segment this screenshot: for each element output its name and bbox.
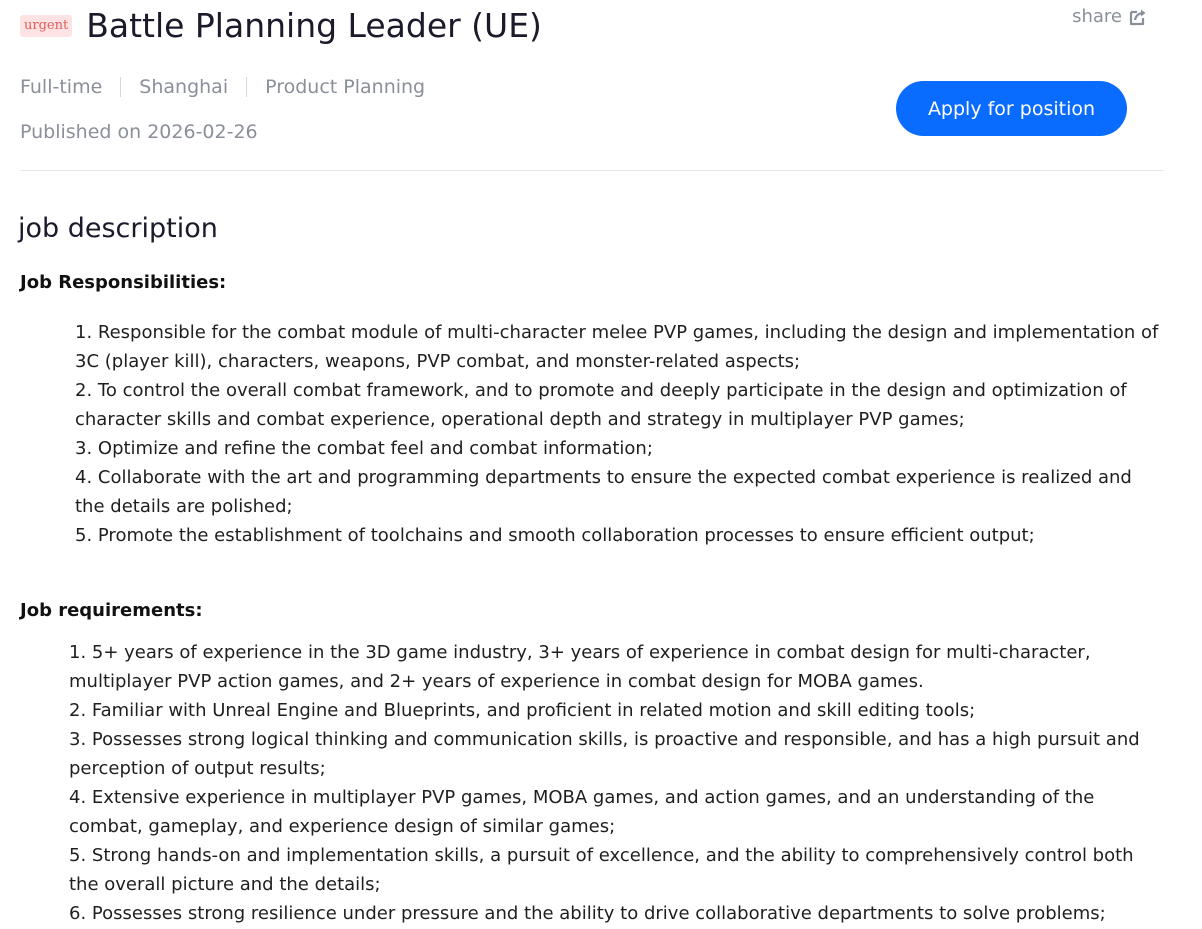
list-item: 4. Collaborate with the art and programming departments to ensure the expected combat experience is realized and the details are polished; <box>75 467 1132 517</box>
requirements-list <box>69 638 1165 928</box>
job-meta <box>20 76 425 98</box>
list-item: 5. Promote the establishment of toolchains and smooth collaboration processes to ensure efficient output; <box>75 525 1035 546</box>
urgent-badge: urgent <box>20 15 72 37</box>
list-item: 1. 5+ years of experience in the 3D game industry, 3+ years of experience in combat design for multi-character, multiplayer PVP action games, and 2+ years of experience in combat design for MOBA games. <box>69 642 1091 692</box>
meta-employment-type: Full-time <box>20 76 103 98</box>
title-row <box>20 4 542 48</box>
meta-department: Product Planning <box>265 76 426 98</box>
list-item: 4. Extensive experience in multiplayer PVP games, MOBA games, and action games, and an understanding of the combat, gameplay, and experience design of similar games; <box>69 787 1095 837</box>
share-label: share <box>1072 6 1122 27</box>
apply-button[interactable]: Apply for position <box>896 81 1127 136</box>
list-item: 6. Possesses strong resilience under pressure and the ability to drive collaborative departments to solve problems; <box>69 903 1106 924</box>
meta-location: Shanghai <box>139 76 229 98</box>
job-title: Battle Planning Leader (UE) <box>86 6 542 45</box>
responsibilities-heading: Job Responsibilities: <box>20 272 227 293</box>
list-item: 1. Responsible for the combat module of multi-character melee PVP games, including the design and implementation of 3C (player kill), characters, weapons, PVP combat, and monster-related aspects; <box>75 322 1159 372</box>
list-item: 3. Optimize and refine the combat feel and combat information; <box>75 438 653 459</box>
list-item: 2. To control the overall combat framework, and to promote and deeply participate in the design and optimization of character skills and combat experience, operational depth and strategy in multiplayer PVP games; <box>75 380 1127 430</box>
list-item: 5. Strong hands-on and implementation skills, a pursuit of excellence, and the ability to comprehensively control both the overall picture and the details; <box>69 845 1134 895</box>
list-item: 2. Familiar with Unreal Engine and Blueprints, and proficient in related motion and skill editing tools; <box>69 700 976 721</box>
share-external-icon <box>1128 7 1148 27</box>
meta-divider <box>120 77 121 97</box>
requirements-heading: Job requirements: <box>20 600 203 621</box>
share-button[interactable] <box>1072 6 1148 27</box>
list-item: 3. Possesses strong logical thinking and communication skills, is proactive and responsible, and has a high pursuit and perception of output results; <box>69 729 1140 779</box>
responsibilities-list <box>75 318 1165 550</box>
published-date: Published on 2026-02-26 <box>20 121 258 143</box>
section-title: job description <box>18 213 218 244</box>
meta-divider <box>246 77 247 97</box>
